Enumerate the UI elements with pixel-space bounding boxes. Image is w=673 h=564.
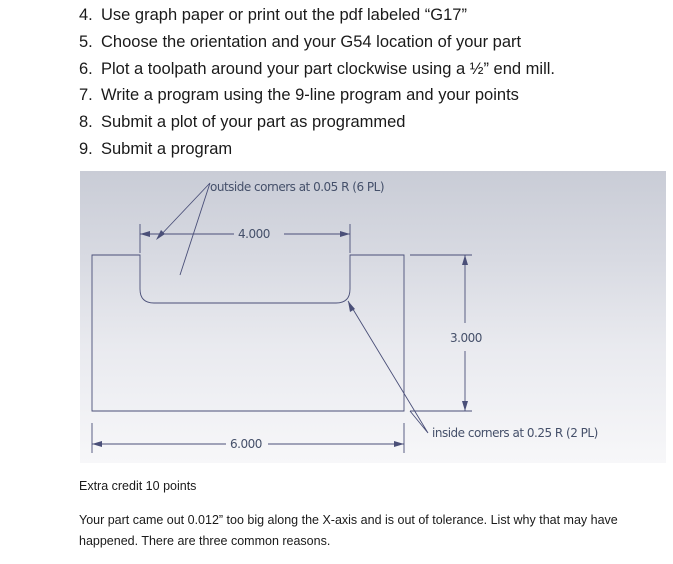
step-number: 6. [79,59,93,78]
extra-credit-question: Your part came out 0.012” too big along the X-axis and is out of tolerance. List why that may have happened. There are three common reasons. [79,513,618,548]
step-item [79,109,555,136]
step-text: Use graph paper or print out the pdf labeled “G17” [101,6,467,24]
arrowhead [462,401,468,411]
outside-corners-note: outside corners at 0.05 R (6 PL) [210,180,384,194]
step-item [79,136,555,163]
arrowheads [92,230,468,447]
step-number: 8. [79,113,93,132]
arrowhead [92,441,102,447]
part-drawing-svg [80,171,666,463]
arrowhead [340,231,350,237]
arrowhead [462,255,468,265]
dim-slot-width: 4.000 [238,227,270,241]
step-number: 4. [79,6,93,24]
extra-credit-label: Extra credit 10 points [79,479,197,493]
outside-corner-leader [158,183,210,275]
arrowhead [140,231,150,237]
part-drawing [80,171,666,463]
step-text: Submit a program [101,139,233,158]
part-outline [92,255,404,411]
arrowhead [394,441,404,447]
step-text: Plot a toolpath around your part clockwise using a ½” end mill. [101,59,555,78]
step-item [79,56,555,83]
step-item [79,29,555,56]
dim-height: 3.000 [450,331,482,345]
step-number: 7. [79,86,93,105]
step-number: 5. [79,32,93,51]
step-text: Choose the orientation and your G54 location of your part [101,32,522,51]
step-number: 9. [79,139,93,158]
step-text: Write a program using the 9-line program and your points [101,86,519,105]
inside-corner-leader [348,301,428,433]
drawing-lines [92,183,472,453]
instruction-list [79,2,555,163]
step-item [79,2,555,29]
step-text: Submit a plot of your part as programmed [101,113,406,132]
inside-corners-note: inside corners at 0.25 R (2 PL) [432,426,598,440]
step-item [79,82,555,109]
dim-overall-width: 6.000 [230,437,262,451]
